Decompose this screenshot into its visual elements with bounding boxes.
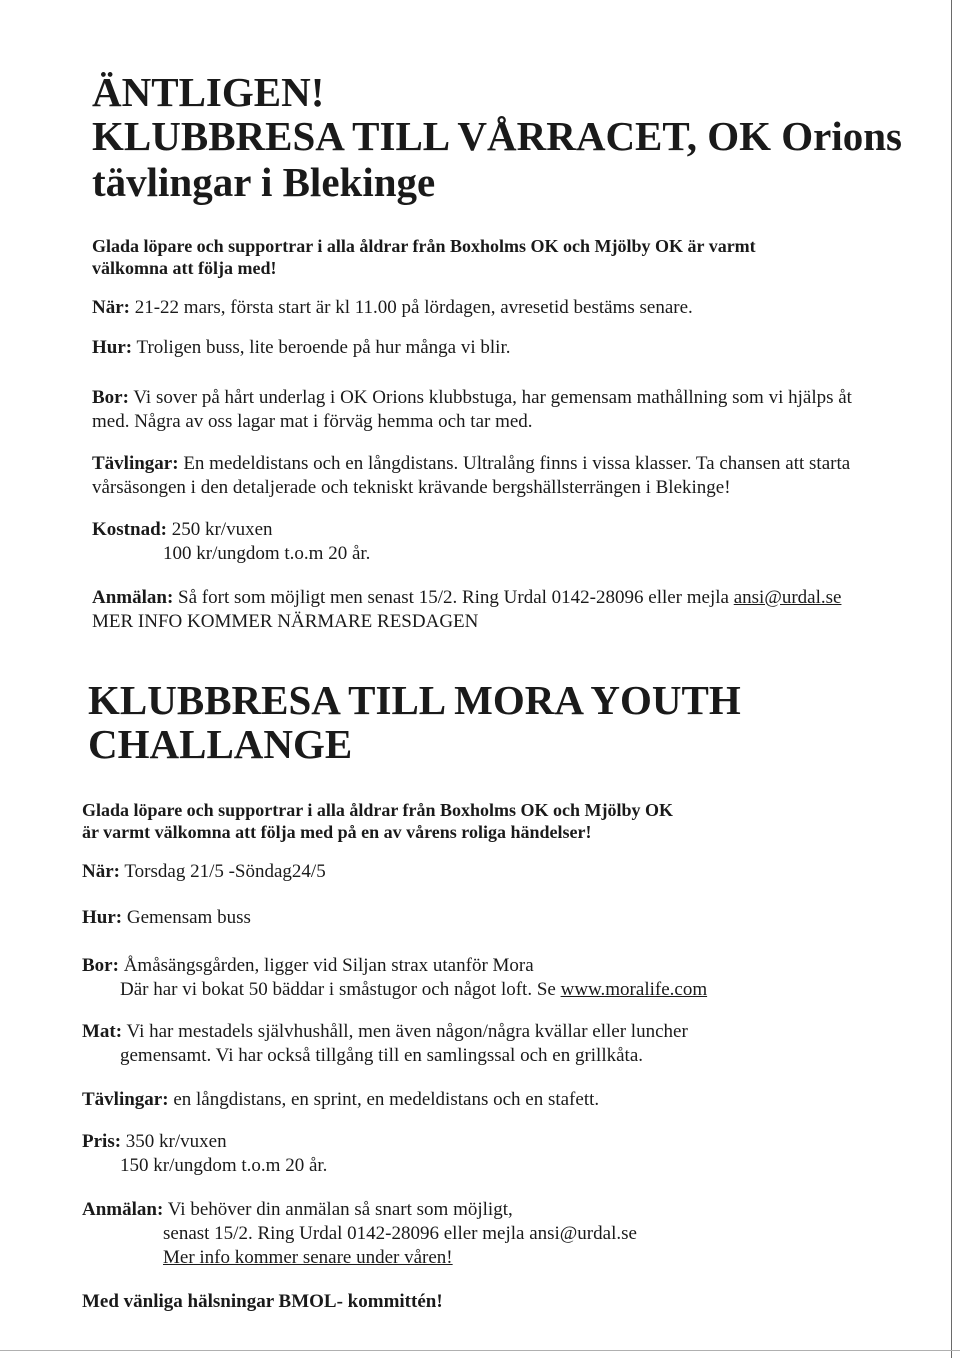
- info2-pris: [82, 1130, 227, 1154]
- label2-pris: Pris:: [82, 1131, 122, 1152]
- info2-nar: [82, 860, 326, 884]
- more-info-link[interactable]: Mer info kommer senare under våren!: [163, 1247, 453, 1268]
- info2-bor: [82, 954, 534, 978]
- info2-mat: [82, 1020, 688, 1044]
- closing-greeting: Med vänliga hälsningar BMOL- kommittén!: [82, 1291, 443, 1312]
- value2-tavlingar: en långdistans, en sprint, en medeldistans och en stafett.: [168, 1089, 600, 1110]
- title2-line-2: CHALLANGE: [88, 721, 353, 767]
- info2-tavlingar: [82, 1088, 599, 1112]
- intro2-line-2: är varmt välkomna att följa med på en av vårens roliga händelser!: [82, 822, 592, 842]
- value2-anmalan-line2: senast 15/2. Ring Urdal 0142-28096 eller mejla ansi@urdal.se: [163, 1223, 637, 1244]
- label-hur: Hur:: [92, 337, 133, 358]
- info-bor: [92, 386, 852, 410]
- value2-bor-text: Där har vi bokat 50 bäddar i småstugor och något loft. Se: [120, 979, 561, 1000]
- info-hur: [92, 336, 510, 360]
- intro-line-1: Glada löpare och supportrar i alla åldrar från Boxholms OK och Mjölby OK är varmt: [92, 236, 756, 256]
- scan-edge-right: [951, 0, 952, 1358]
- value-nar: 21-22 mars, första start är kl 11.00 på lördagen, avresetid bestäms senare.: [129, 297, 693, 318]
- value-tavlingar-line2: vårsäsongen i den detaljerade och tekniskt krävande bergshällsterrängen i Blekinge!: [92, 477, 731, 498]
- value2-mat: Vi har mestadels självhushåll, men även någon/några kvällar eller luncher: [122, 1021, 688, 1042]
- label2-mat: Mat:: [82, 1021, 123, 1042]
- value2-bor-line2: [120, 978, 707, 1002]
- value2-mat-line2: gemensamt. Vi har också tillgång till en samlingssal och en grillkåta.: [120, 1045, 644, 1066]
- label2-bor: Bor:: [82, 955, 119, 976]
- value2-bor: Åmåsängsgården, ligger vid Siljan strax utanför Mora: [118, 955, 534, 976]
- more-info-notice: MER INFO KOMMER NÄRMARE RESDAGEN: [92, 611, 479, 632]
- info-anmalan: [92, 586, 841, 610]
- title-line-3: tävlingar i Blekinge: [92, 159, 436, 205]
- label-nar: När:: [92, 297, 130, 318]
- label-tavlingar: Tävlingar:: [92, 453, 179, 474]
- label-bor: Bor:: [92, 387, 129, 408]
- title-line-2: KLUBBRESA TILL VÅRRACET, OK Orions: [92, 113, 902, 159]
- label-anmalan: Anmälan:: [92, 587, 174, 608]
- value2-nar: Torsdag 21/5 -Söndag24/5: [119, 861, 326, 882]
- info2-hur: [82, 906, 251, 930]
- label2-tavlingar: Tävlingar:: [82, 1089, 169, 1110]
- value-bor-line2: med. Några av oss lagar mat i förväg hemma och tar med.: [92, 411, 533, 432]
- info-nar: [92, 296, 693, 320]
- email-link[interactable]: ansi@urdal.se: [733, 587, 842, 608]
- title2-line-1: KLUBBRESA TILL MORA YOUTH: [88, 677, 741, 723]
- value2-pris: 350 kr/vuxen: [121, 1131, 227, 1152]
- info-kostnad: [92, 518, 273, 542]
- info2-anmalan: [82, 1198, 513, 1222]
- value-kostnad: 250 kr/vuxen: [166, 519, 273, 540]
- intro2-line-1: Glada löpare och supportrar i alla åldrar från Boxholms OK och Mjölby OK: [82, 800, 674, 820]
- label2-hur: Hur:: [82, 907, 123, 928]
- value2-hur: Gemensam buss: [122, 907, 251, 928]
- value-anmalan: Så fort som möjligt men senast 15/2. Ring Urdal 0142-28096 eller mejla: [173, 587, 734, 608]
- title-line-1: ÄNTLIGEN!: [92, 69, 325, 115]
- label2-nar: När:: [82, 861, 120, 882]
- label-kostnad: Kostnad:: [92, 519, 167, 540]
- label2-anmalan: Anmälan:: [82, 1199, 164, 1220]
- value2-anmalan: Vi behöver din anmälan så snart som möjligt,: [163, 1199, 513, 1220]
- value-kostnad-line2: 100 kr/ungdom t.o.m 20 år.: [163, 543, 371, 564]
- value-tavlingar: En medeldistans och en långdistans. Ultralång finns i vissa klasser. Ta chansen att starta: [178, 453, 851, 474]
- value2-pris-line2: 150 kr/ungdom t.o.m 20 år.: [120, 1155, 328, 1176]
- scan-edge-bottom: [0, 1350, 960, 1351]
- moralife-link[interactable]: www.moralife.com: [560, 979, 708, 1000]
- info-tavlingar: [92, 452, 850, 476]
- value-bor: Vi sover på hårt underlag i OK Orions klubbstuga, har gemensam mathållning som vi hjälps åt: [128, 387, 852, 408]
- value-hur: Troligen buss, lite beroende på hur många vi blir.: [132, 337, 511, 358]
- intro-line-2: välkomna att följa med!: [92, 258, 277, 278]
